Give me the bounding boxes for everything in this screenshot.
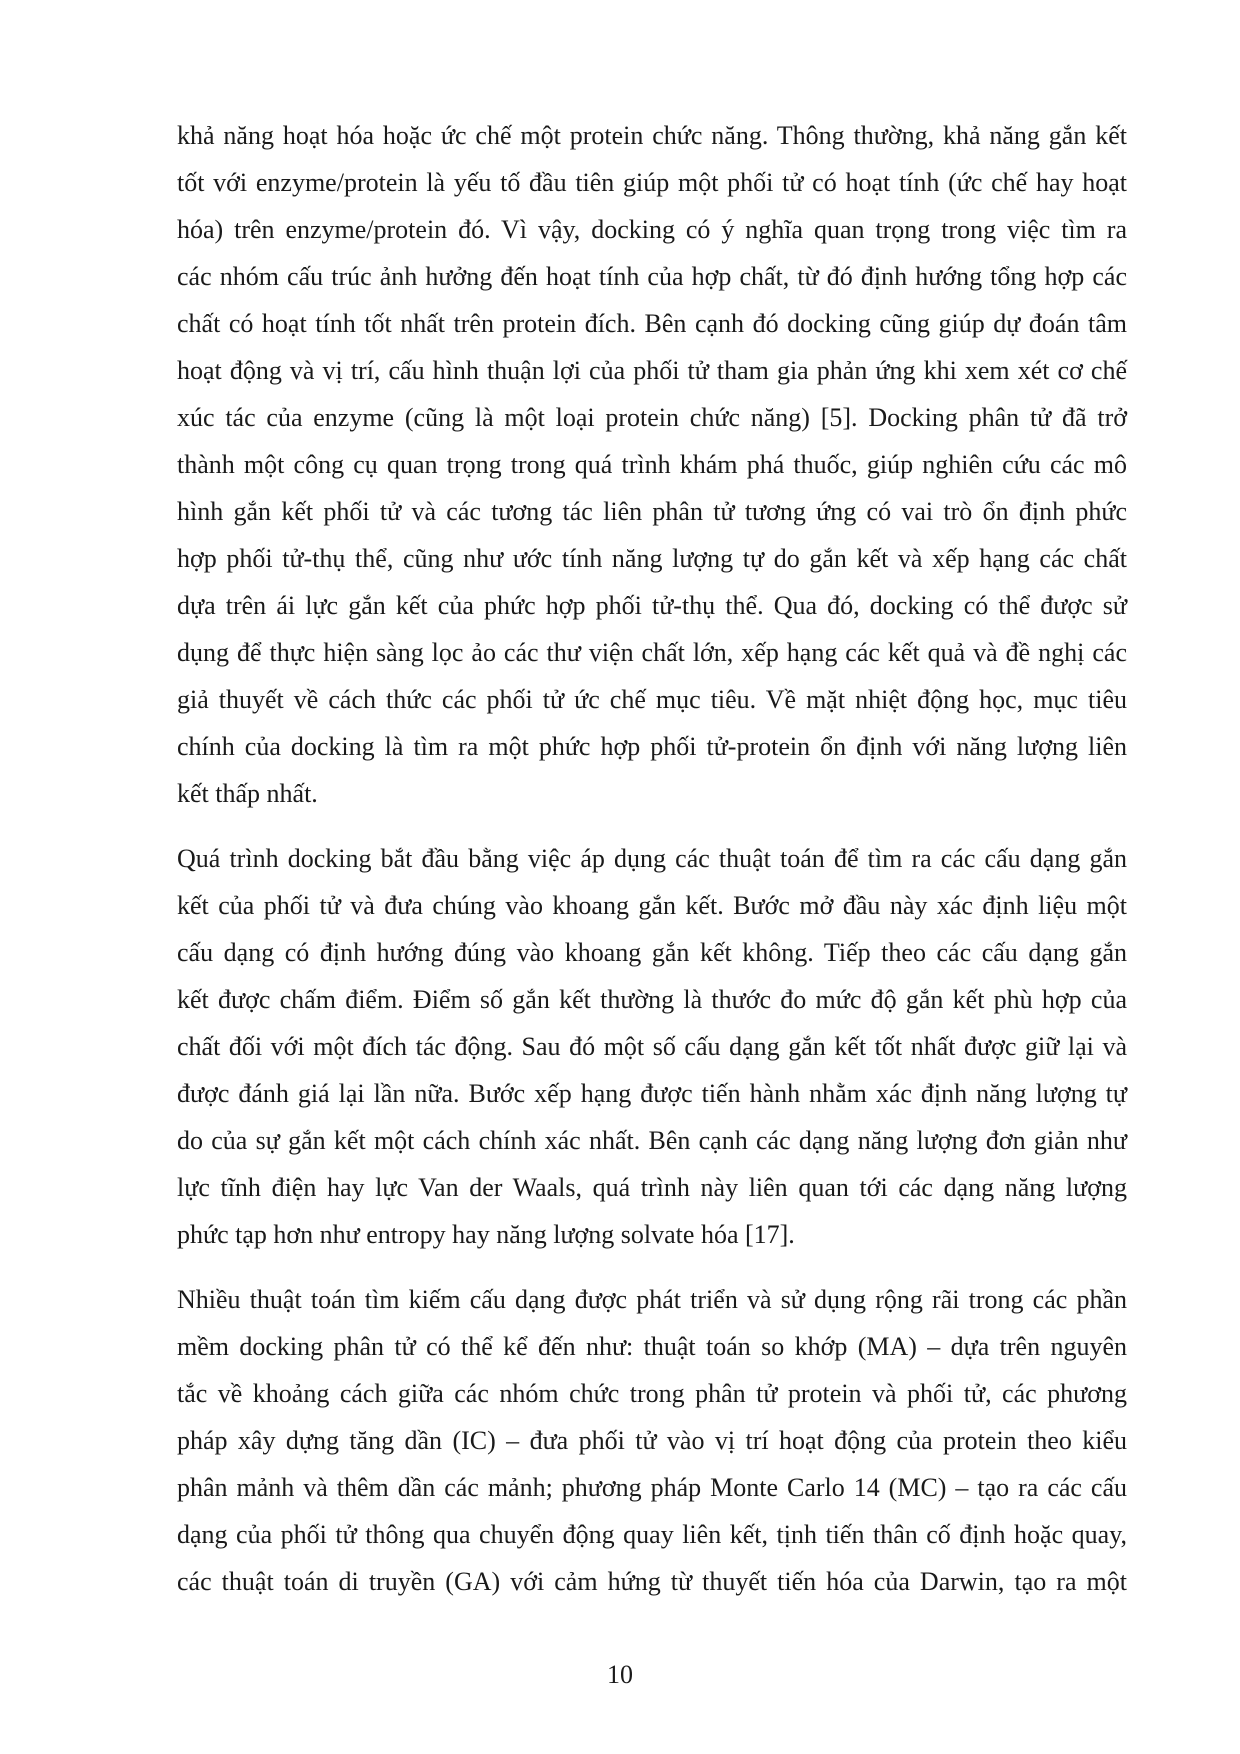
text-line: do của sự gắn kết một cách chính xác nhất. Bên cạnh các dạng năng lượng đơn giản như — [177, 1126, 1127, 1155]
paragraph-3 — [177, 1276, 1127, 1605]
text-line: hoạt động và vị trí, cấu hình thuận lợi của phối tử tham gia phản ứng khi xem xét cơ chế — [177, 356, 1127, 385]
text-line: tắc về khoảng cách giữa các nhóm chức trong phân tử protein và phối tử, các phương — [177, 1379, 1127, 1408]
text-line: thành một công cụ quan trọng trong quá trình khám phá thuốc, giúp nghiên cứu các mô — [177, 450, 1127, 479]
text-line: các thuật toán di truyền (GA) với cảm hứng từ thuyết tiến hóa của Darwin, tạo ra một — [177, 1567, 1127, 1596]
text-line: tốt với enzyme/protein là yếu tố đầu tiên giúp một phối tử có hoạt tính (ức chế hay hoạt — [177, 168, 1127, 197]
text-line: cấu dạng có định hướng đúng vào khoang gắn kết không. Tiếp theo các cấu dạng gắn — [177, 938, 1127, 967]
text-line: kết được chấm điểm. Điểm số gắn kết thường là thước đo mức độ gắn kết phù hợp của — [177, 985, 1127, 1014]
paragraph-2 — [177, 835, 1127, 1258]
body-text — [177, 112, 1127, 1605]
text-line: dạng của phối tử thông qua chuyển động quay liên kết, tịnh tiến thân cố định hoặc quay, — [177, 1520, 1127, 1549]
page-number: 10 — [607, 1660, 633, 1689]
text-line: hình gắn kết phối tử và các tương tác liên phân tử tương ứng có vai trò ổn định phức — [177, 497, 1127, 526]
text-line: hóa) trên enzyme/protein đó. Vì vậy, docking có ý nghĩa quan trọng trong việc tìm ra — [177, 215, 1127, 244]
text-line: các nhóm cấu trúc ảnh hưởng đến hoạt tính của hợp chất, từ đó định hướng tổng hợp các — [177, 262, 1127, 291]
text-line: pháp xây dựng tăng dần (IC) – đưa phối tử vào vị trí hoạt động của protein theo kiểu — [177, 1426, 1127, 1455]
text-line: lực tĩnh điện hay lực Van der Waals, quá trình này liên quan tới các dạng năng lượng — [177, 1173, 1127, 1202]
text-line: xúc tác của enzyme (cũng là một loại protein chức năng) [5]. Docking phân tử đã trở — [177, 403, 1127, 432]
text-line: dựa trên ái lực gắn kết của phức hợp phối tử-thụ thể. Qua đó, docking có thể được sử — [177, 591, 1127, 620]
text-line: chất có hoạt tính tốt nhất trên protein đích. Bên cạnh đó docking cũng giúp dự đoán tâm — [177, 309, 1127, 338]
text-line: kết thấp nhất. — [177, 779, 318, 808]
text-line: dụng để thực hiện sàng lọc ảo các thư viện chất lớn, xếp hạng các kết quả và đề nghị các — [177, 638, 1127, 667]
text-line: Quá trình docking bắt đầu bằng việc áp dụng các thuật toán để tìm ra các cấu dạng gắn — [177, 844, 1127, 873]
text-line: mềm docking phân tử có thể kể đến như: thuật toán so khớp (MA) – dựa trên nguyên — [177, 1332, 1127, 1361]
text-line: phân mảnh và thêm dần các mảnh; phương pháp Monte Carlo 14 (MC) – tạo ra các cấu — [177, 1473, 1127, 1502]
text-line: phức tạp hơn như entropy hay năng lượng solvate hóa [17]. — [177, 1220, 795, 1249]
text-line: chính của docking là tìm ra một phức hợp phối tử-protein ổn định với năng lượng liên — [177, 732, 1127, 761]
text-line: giả thuyết về cách thức các phối tử ức chế mục tiêu. Về mặt nhiệt động học, mục tiêu — [177, 685, 1127, 714]
text-line: khả năng hoạt hóa hoặc ức chế một protein chức năng. Thông thường, khả năng gắn kết — [177, 121, 1127, 150]
paragraph-1 — [177, 112, 1127, 817]
text-line: được đánh giá lại lần nữa. Bước xếp hạng được tiến hành nhằm xác định năng lượng tự — [177, 1079, 1127, 1108]
text-line: kết của phối tử và đưa chúng vào khoang gắn kết. Bước mở đầu này xác định liệu một — [177, 891, 1127, 920]
text-line: Nhiều thuật toán tìm kiếm cấu dạng được phát triển và sử dụng rộng rãi trong các phần — [177, 1285, 1127, 1314]
text-line: hợp phối tử-thụ thể, cũng như ước tính năng lượng tự do gắn kết và xếp hạng các chất — [177, 544, 1127, 573]
text-line: chất đối với một đích tác động. Sau đó một số cấu dạng gắn kết tốt nhất được giữ lại và — [177, 1032, 1127, 1061]
